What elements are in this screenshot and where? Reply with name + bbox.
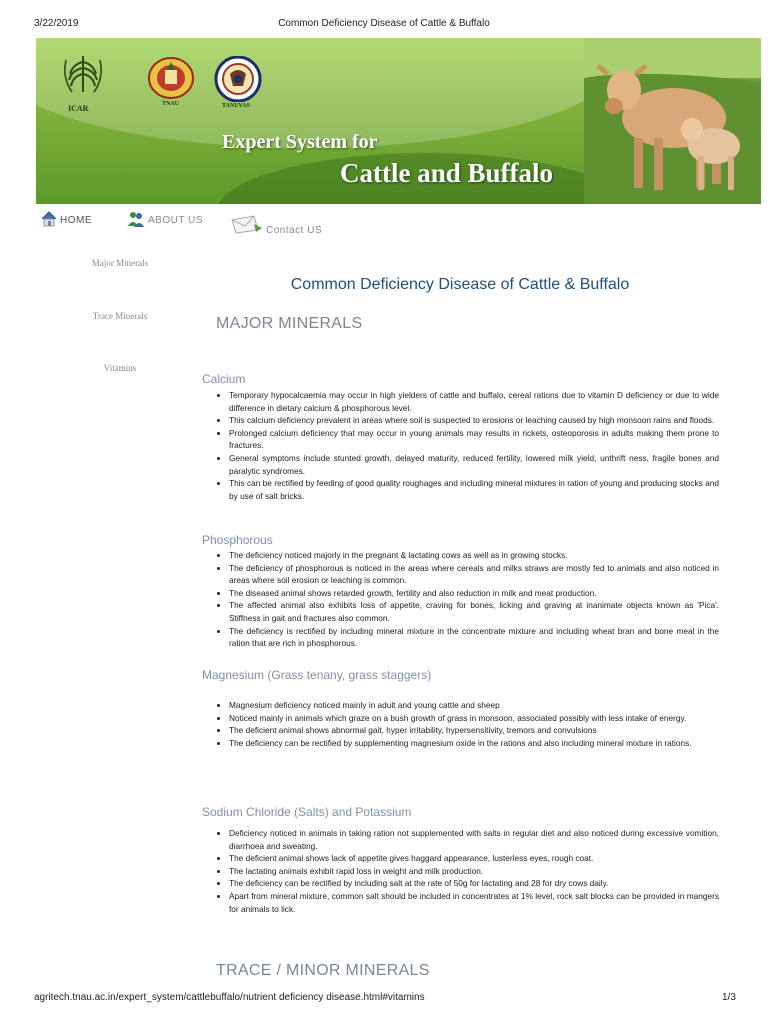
list-item: • The deficiency can be rectified by including salt at the rate of 50g for lactating and 28 for dry cows daily. xyxy=(229,877,719,890)
phosphorous-heading: Phosphorous xyxy=(202,533,273,547)
print-date: 3/22/2019 xyxy=(34,18,79,29)
cattle-photo xyxy=(584,38,761,204)
sidebar-item-vitamins[interactable]: Vitamins xyxy=(103,363,137,373)
print-page-number: 1/3 xyxy=(722,992,736,1003)
list-item: • Temporary hypocalcaemia may occur in high yielders of cattle and buffalo, cereal rations due to vitamin D deficiency or due to wide difference in dietary calcium & phosphorous level. xyxy=(229,389,719,414)
list-item: • Apart from mineral mixture, common salt should be included in concentrates at 1% level, rock salt blocks can be provided in mangers for animals to lick. xyxy=(229,890,719,915)
icar-logo-icon xyxy=(58,52,108,105)
list-item: • The diseased animal shows retarded growth, fertility and also reduction in milk and meat production. xyxy=(229,587,719,600)
list-item: • This can be rectified by feeding of good quality roughages and including mineral mixtures in ration of young and producing stocks and by use of salt bricks. xyxy=(229,477,719,502)
list-item: • General symptoms include stunted growth, delayed maturity, reduced fertility, lowered milk yield, unthrift ness, fragile bones and paralytic syndromes. xyxy=(229,452,719,477)
list-item: • Prolonged calcium deficiency that may occur in young animals may results in rickets, osteoporosis in adults making them prone to fractures. xyxy=(229,427,719,452)
envelope-icon xyxy=(230,214,264,237)
list-item: • Magnesium deficiency noticed mainly in adult and young cattle and sheep xyxy=(229,699,719,712)
list-item: • The deficiency noticed majorly in the pregnant & lactating cows as well as in growing stocks. xyxy=(229,549,719,562)
list-item: • Deficiency noticed in animals in taking ration not supplemented with salts in regular diet and also noticed during excessive vomition, diarrhoea and sweating. xyxy=(229,827,719,852)
list-item: • The affected animal also exhibits loss of appetite, craving for bones, licking and graving at inanimate objects known as 'Pica'. Stiffness in gait and fractures also common. xyxy=(229,599,719,624)
tnau-logo-icon xyxy=(147,56,195,105)
print-header xyxy=(0,14,768,30)
nav-about-link[interactable] xyxy=(126,210,203,231)
tanuvas-logo-icon xyxy=(213,56,263,107)
trace-minerals-heading: TRACE / MINOR MINERALS xyxy=(216,962,430,979)
calcium-heading: Calcium xyxy=(202,372,246,386)
list-item: • The deficiency of phosphorous is noticed in the areas where cereals and milks straws are mostly fed to animals and also noticed in areas where soil erosion or leaching is common. xyxy=(229,562,719,587)
list-item: • The deficient animal shows lack of appetite gives haggard appearance, lusterless eyes, rough coat. xyxy=(229,852,719,865)
sidebar-item-major-minerals[interactable]: Major Minerals xyxy=(91,258,149,268)
nav-home-link[interactable] xyxy=(40,210,92,231)
list-item: • The deficiency is rectified by including mineral mixture in the concentrate mixture and including wheat bran and bone meal in the ration that are rich in phosphorous. xyxy=(229,625,719,650)
list-item: • The lactating animals exhibit rapid loss in weight and milk production. xyxy=(229,865,719,878)
home-icon xyxy=(40,210,58,231)
magnesium-heading: Magnesium (Grass tenany, grass staggers) xyxy=(202,668,432,682)
people-icon xyxy=(126,210,146,231)
tnau-logo-label: TNAU xyxy=(162,101,180,107)
list-item: • The deficiency can be rectified by supplementing magnesium oxide in the rations and also including mineral mixture in rations. xyxy=(229,737,719,750)
site-banner xyxy=(36,38,761,204)
page-title: Common Deficiency Disease of Cattle & Buffalo xyxy=(290,276,630,293)
nav-contact-link[interactable] xyxy=(230,214,322,237)
nav-home-label: HOME xyxy=(60,215,92,226)
icar-logo-label: ICAR xyxy=(68,104,89,113)
list-item: • The deficient animal shows abnormal gait, hyper irritability, hypersensitivity, tremors and convulsions xyxy=(229,724,719,737)
banner-title-line2: Cattle and Buffalo xyxy=(340,158,554,188)
calcium-list xyxy=(212,389,719,502)
nav-about-label: ABOUT US xyxy=(148,215,203,226)
list-item: • This calcium deficiency prevalent in areas where soil is suspected to erosions or leaching caused by high monsoon rains and floods. xyxy=(229,414,719,427)
tanuvas-logo-label: TANUVAS xyxy=(222,103,250,109)
top-nav xyxy=(36,206,436,236)
major-minerals-heading: MAJOR MINERALS xyxy=(216,315,363,332)
list-item: • Noticed mainly in animals which graze on a bush growth of grass in monsoon, associated possibly with less intake of energy. xyxy=(229,712,719,725)
sodium-heading: Sodium Chloride (Salts) and Potassium xyxy=(202,805,412,819)
nav-contact-label: Contact US xyxy=(266,225,323,236)
sidebar-item-trace-minerals[interactable]: Trace Minerals xyxy=(92,311,148,321)
print-title: Common Deficiency Disease of Cattle & Buffalo xyxy=(278,18,490,29)
banner-title-line1: Expert System for xyxy=(222,131,378,153)
print-url: agritech.tnau.ac.in/expert_system/cattlebuffalo/nutrient deficiency disease.html#vitamins xyxy=(34,992,425,1003)
phosphorous-list xyxy=(212,549,719,650)
sodium-list xyxy=(212,827,719,915)
magnesium-list xyxy=(212,699,719,749)
